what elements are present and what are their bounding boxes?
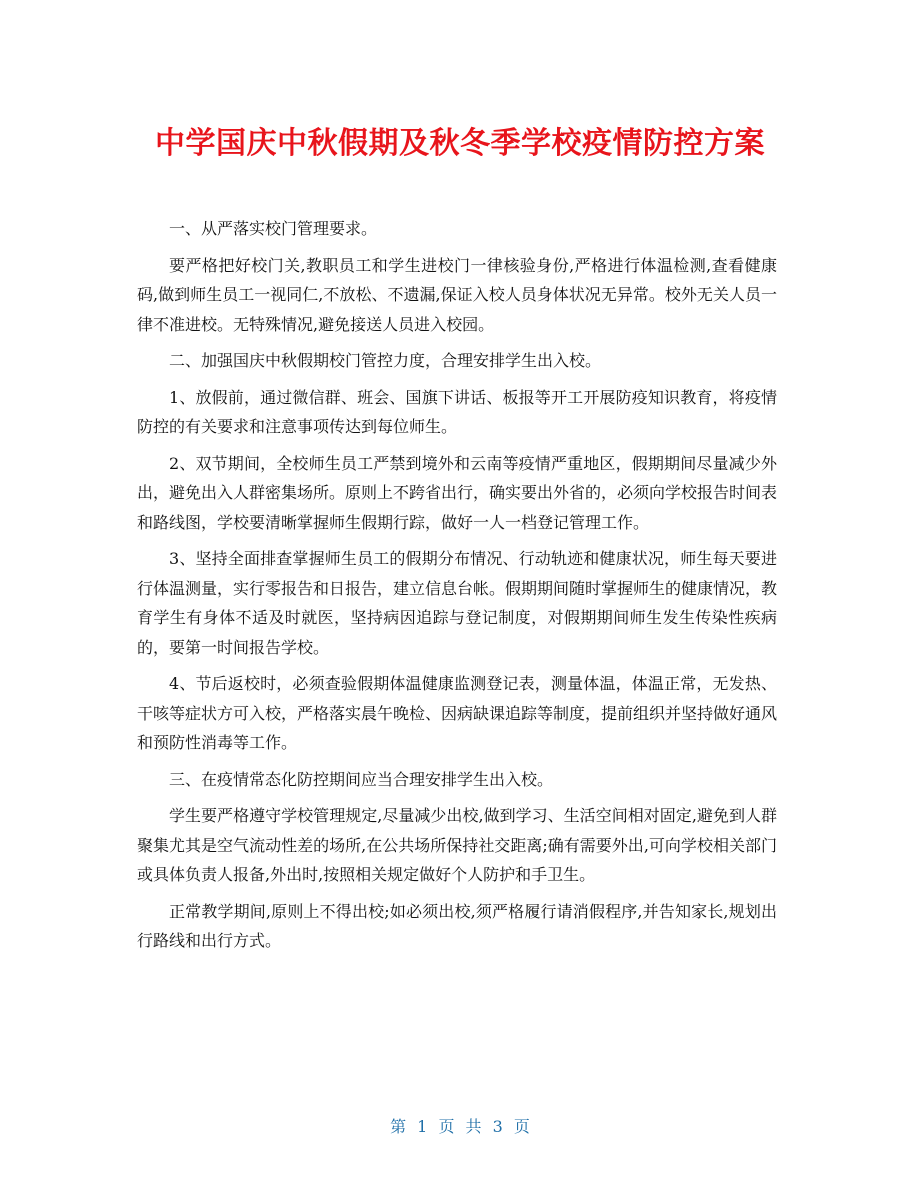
paragraph: 1、放假前，通过微信群、班会、国旗下讲话、板报等开工开展防疫知识教育，将疫情防控的有关要求和注意事项传达到每位师生。 <box>137 387 777 436</box>
paragraph: 4、节后返校时，必须查验假期体温健康监测登记表，测量体温，体温正常，无发热、干咳等症状方可入校，严格落实晨午晚检、因病缺课追踪等制度，提前组织并坚持做好通风和预防性消毒等工作。 <box>137 674 778 752</box>
paragraph: 一、从严落实校门管理要求。 <box>169 219 378 238</box>
paragraph: 要严格把好校门关,教职员工和学生进校门一律核验身份,严格进行体温检测,查看健康码,做到师生员工一视同仁,不放松、不遗漏,保证入校人员身体状况无异常。校外无关人员一律不准进校。无特殊情况,避免接送人员进入校园。 <box>137 255 777 334</box>
paragraph: 2、双节期间，全校师生员工严禁到境外和云南等疫情严重地区，假期期间尽量减少外出，避免出入人群密集场所。原则上不跨省出行，确实要出外省的，必须向学校报告时间表和路线图，学校要清晰掌握师生假期行踪，做好一人一档登记管理工作。 <box>137 453 778 532</box>
paragraph: 3、坚持全面排查掌握师生员工的假期分布情况、行动轨迹和健康状况，师生每天要进行体温测量，实行零报告和日报告，建立信息台帐。假期期间随时掌握师生的健康情况，教育学生有身体不适及时就医，坚持病因追踪与登记制度，对假期期间师生发生传染性疾病的，要第一时间报告学校。 <box>137 549 778 657</box>
document-body <box>137 214 777 963</box>
paragraph: 学生要严格遵守学校管理规定,尽量减少出校,做到学习、生活空间相对固定,避免到人群聚集尤其是空气流动性差的场所,在公共场所保持社交距离;确有需要外出,可向学校相关部门或具体负责人报备,外出时,按照相关规定做好个人防护和手卫生。 <box>137 806 777 884</box>
paragraph: 三、在疫情常态化防控期间应当合理安排学生出入校。 <box>169 769 554 789</box>
document-title: 中学国庆中秋假期及秋冬季学校疫情防控方案 <box>155 126 765 161</box>
page-number-footer: 第 1 页 共 3 页 <box>390 1117 530 1136</box>
paragraph: 正常教学期间,原则上不得出校;如必须出校,须严格履行请消假程序,并告知家长,规划出行路线和出行方式。 <box>137 901 777 950</box>
paragraph: 二、加强国庆中秋假期校门管控力度，合理安排学生出入校。 <box>169 351 602 370</box>
